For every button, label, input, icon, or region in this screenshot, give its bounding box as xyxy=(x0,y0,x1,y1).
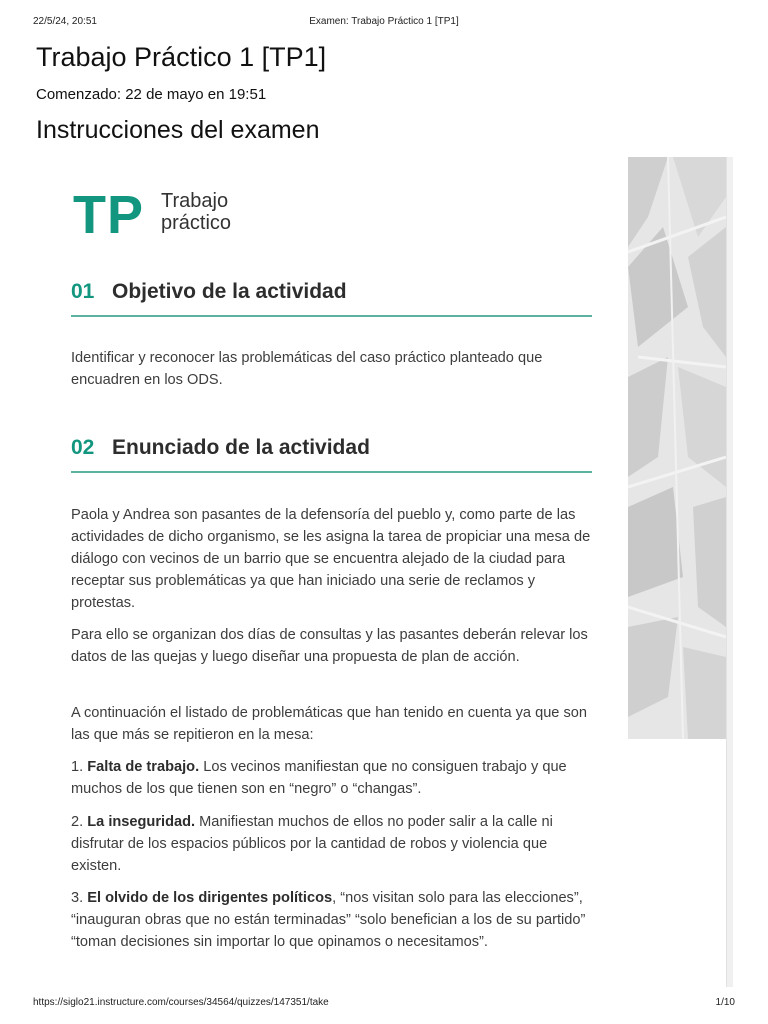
section-title: Enunciado de la actividad xyxy=(112,436,370,459)
print-url: https://siglo21.instructure.com/courses/34564/quizzes/147351/take xyxy=(33,997,329,1008)
tp-logo-text xyxy=(161,190,281,234)
tp-logo-line1: Trabajo xyxy=(161,190,229,212)
started-timestamp: Comenzado: 22 de mayo en 19:51 xyxy=(36,86,267,103)
print-footer xyxy=(33,997,735,1011)
print-datetime: 22/5/24, 20:51 xyxy=(33,16,97,27)
section-divider xyxy=(71,315,592,317)
list-item-text: , “nos visitan solo para las elecciones”, “inauguran obras que no están terminadas” “solo benefician a los de su partido” “toman decisiones sin importar lo que opinamos o necesitamos”. xyxy=(71,890,586,950)
tp-logo-line2: práctico xyxy=(161,212,232,234)
print-document-title: Examen: Trabajo Práctico 1 [TP1] xyxy=(309,16,459,27)
section-title: Objetivo de la actividad xyxy=(112,280,347,303)
list-item-text: Los vecinos manifiestan que no consiguen trabajo y que muchos de los que tienen son en “negro” o “changas”. xyxy=(71,759,567,797)
list-item-number: 3. xyxy=(71,890,84,906)
list-item-bold: La inseguridad. xyxy=(87,814,196,830)
statement-paragraph-2: Para ello se organizan dos días de consultas y las pasantes deberán relevar los datos de las quejas y luego diseñar una propuesta de plan de acción. xyxy=(71,627,588,665)
statement-paragraph-3: A continuación el listado de problemáticas que han tenido en cuenta ya que son las que más se repitieron en la mesa: xyxy=(71,705,588,743)
section-divider xyxy=(71,471,592,473)
decorative-banner-image xyxy=(628,157,726,739)
list-item-text: Manifiestan muchos de ellos no poder salir a la calle ni disfrutar de los espacios públicos por la cantidad de robos y violencia que existen. xyxy=(71,814,553,874)
section-number: 02 xyxy=(71,436,95,459)
list-item xyxy=(71,887,596,953)
list-item-bold: El olvido de los dirigentes políticos xyxy=(87,890,333,906)
quiz-title: Trabajo Práctico 1 [TP1] xyxy=(36,42,327,72)
section-heading-statement xyxy=(71,436,592,476)
section-heading-objective xyxy=(71,280,592,320)
list-item-bold: Falta de trabajo. xyxy=(87,759,200,775)
list-item-number: 1. xyxy=(71,759,84,775)
print-header xyxy=(33,16,735,30)
objective-text: Identificar y reconocer las problemáticas del caso práctico planteado que encuadren en los ODS. xyxy=(71,350,543,388)
scrollbar-track[interactable] xyxy=(726,157,733,987)
section-number: 01 xyxy=(71,280,95,303)
list-item xyxy=(71,756,596,800)
print-page-number: 1/10 xyxy=(715,997,735,1008)
statement-paragraph-1: Paola y Andrea son pasantes de la defensoría del pueblo y, como parte de las actividades de dicho organismo, se les asigna la tarea de propiciar una mesa de diálogo con vecinos de un barrio que se encuentra alejado de la ciudad para receptar sus problemáticas ya que han iniciado una serie de reclamos y protestas. xyxy=(71,507,591,611)
tp-logo-mark: TP xyxy=(73,185,145,245)
instructions-heading: Instrucciones del examen xyxy=(36,116,320,144)
list-item-number: 2. xyxy=(71,814,84,830)
list-item xyxy=(71,811,596,877)
